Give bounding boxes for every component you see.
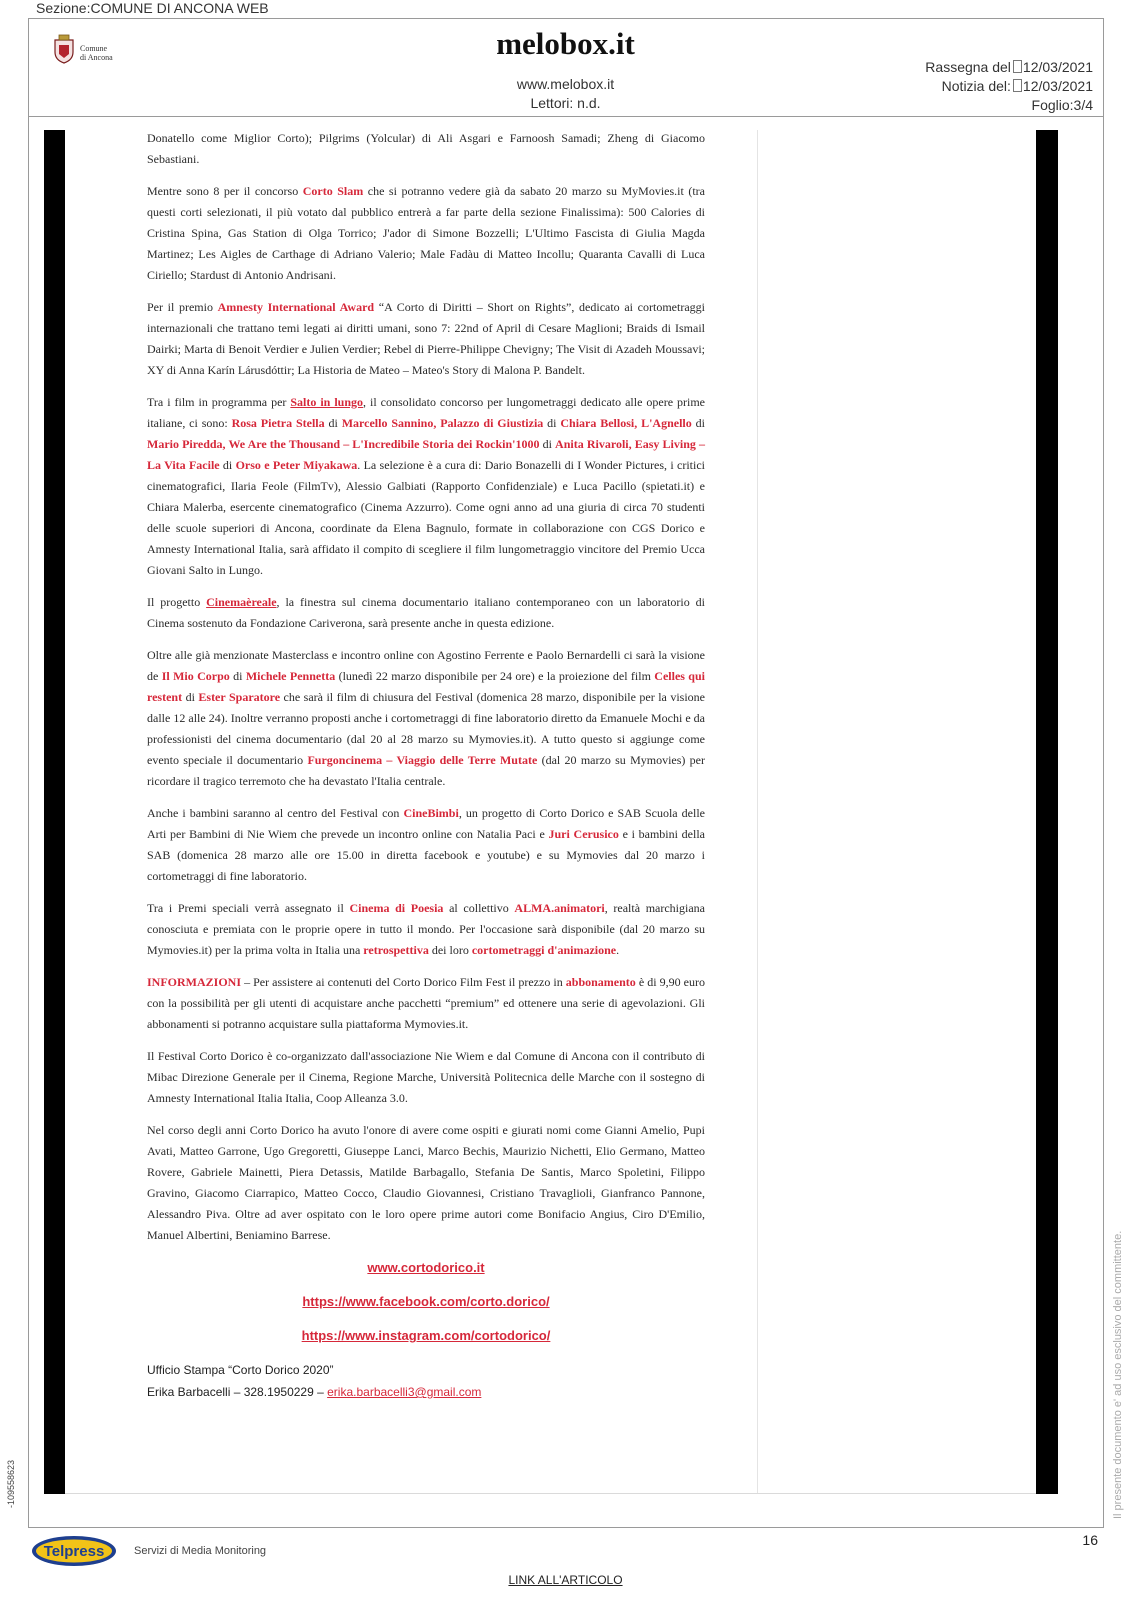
paragraph-10: Il Festival Corto Dorico è co-organizzato dall'associazione Nie Wiem e dal Comune di Ancona con il contributo di Mibac Direzione Generale per il Cinema, Regione Marche, Università Politecnica delle Marche con il sostegno di Amnesty International Italia Italia, Coop Alleanza 3.0. [147, 1049, 705, 1105]
comune-line-2: di Ancona [80, 53, 113, 62]
readers-count: Lettori: n.d. [530, 95, 601, 111]
link-instagram[interactable]: https://www.instagram.com/cortodorico/ [301, 1328, 551, 1343]
text-run: – Per assistere ai contenuti del Corto Dorico Film Fest il prezzo in [241, 975, 566, 989]
highlight-retrospettiva: retrospettiva [363, 943, 429, 957]
text-run: Anche i bambini saranno al centro del Festival con [147, 806, 404, 820]
highlight-film: Il Mio Corpo [161, 669, 230, 683]
text-run: che sarà il film di chiusura del Festival (domenica 28 marzo, disponibile per la visione dalle 12 alle 24). Inoltre verranno proposti anche i cortometraggi di fine laboratorio diretto da Emanuele Mochi e da professionisti del cinema documentario (dal 20 al 28 marzo su Mymovies.it). A tutto questo si aggiunge come evento speciale il documentario [147, 690, 705, 767]
text-run: , realtà marchigiana conosciuta e premiata con le proprie opere in tutto il mondo. Per l'occasione sarà disponibile (dal 20 marzo su Mymovies.it) per la prima volta in Italia una [147, 901, 705, 957]
document-id: -109558623 [6, 1459, 16, 1508]
highlight-corto-slam: Corto Slam [302, 184, 364, 198]
highlight-film: Rosa Pietra Stella [231, 416, 325, 430]
link-facebook[interactable]: https://www.facebook.com/corto.dorico/ [302, 1294, 550, 1309]
highlight-amnesty-award: Amnesty International Award [217, 300, 375, 314]
highlight-film: Mario Piredda, We Are the Thousand – L'Incredibile Storia dei Rockin'1000 [147, 437, 540, 451]
highlight-film: Marcello Sannino, Palazzo di Giustizia [341, 416, 544, 430]
highlight-salto-in-lungo: Salto in lungo [290, 395, 364, 409]
link-website[interactable]: www.cortodorico.it [367, 1260, 485, 1275]
paragraph-1: Donatello come Miglior Corto); Pilgrims (Yolcular) di Ali Asgari e Farnoosh Samadi; Zheng di Giacomo Sebastiani. [147, 131, 705, 166]
text-run: “A Corto di Diritti – Short on Rights”, dedicato ai cortometraggi internazionali che trattano temi legati ai diritti umani, sono 7: 22nd of April di Cesare Maglioni; Braids di Ismail Dairki; Marta di Benoit Verdier e Julien Verdier; Rebel di Pierre-Philippe Chevigny; The Visit di Azadeh Moussavi; XY di Anna Karín Lárusdóttir; La Historia de Mateo – Mateo's Story di Malona P. Bandelt. [147, 300, 705, 377]
highlight-film: Orso e Peter Miyakawa [235, 458, 358, 472]
text-run: Mentre sono 8 per il concorso [147, 184, 303, 198]
text-run: di [539, 437, 556, 451]
paragraph-3 [147, 297, 705, 381]
highlight-cinebimbi: CineBimbi [403, 806, 459, 820]
text-run: di [691, 416, 705, 430]
rassegna-label: Rassegna del [925, 59, 1011, 75]
highlight-informazioni: INFORMAZIONI [147, 975, 242, 989]
text-run: . La selezione è a cura di: Dario Bonazelli di I Wonder Pictures, i critici cinematografici, Ilaria Feole (FilmTv), Alessio Galbiati (Rapporto Confidenziale) e Luca Pacillo (spietati.it) e Chiara Malerba, esercente cinematografico (Cinema Azzurro). Come ogni anno ad una giuria di circa 70 studenti delle scuole superiori di Ancona, coordinate da Elena Bagnulo, formate in collaborazione con CGS Dorico e Amnesty International Italia, sarà affidato il compito di scegliere il film lungometraggio vincitore del Premio Ucca Giovani Salto in Lungo. [147, 458, 705, 577]
paragraph-8 [147, 898, 705, 961]
placeholder-box-icon [1013, 79, 1022, 92]
notizia-date: 12/03/2021 [1022, 78, 1093, 94]
text-run: Il progetto [147, 595, 207, 609]
notizia-label: Notizia del: [941, 78, 1011, 94]
text-run: e i bambini della SAB (domenica 28 marzo alle ore 15.00 in diretta facebook e youtube) e su Mymovies dal 20 marzo i cortometraggi di fine laboratorio. [147, 827, 706, 883]
text-run: Per il premio [147, 300, 218, 314]
email-link[interactable]: erika.barbacelli3@gmail.com [327, 1385, 482, 1399]
text-run: di [182, 690, 199, 704]
signature-name-phone: Erika Barbacelli – 328.1950229 – [147, 1385, 328, 1399]
header-separator [28, 116, 1104, 117]
foglio-line: Foglio:3/4 [1031, 97, 1093, 113]
scan-bottom-edge [65, 1493, 1036, 1494]
highlight-name: Juri Cerusico [548, 827, 619, 841]
signature-office: Ufficio Stampa “Corto Dorico 2020” [147, 1363, 334, 1377]
text-run: al collettivo [443, 901, 515, 915]
header-meta [925, 58, 1093, 115]
page-number: 16 [1082, 1532, 1098, 1548]
text-run: (lunedì 22 marzo disponibile per 24 ore) e la proiezione del film [335, 669, 655, 683]
telpress-logo-text: Telpress [43, 1543, 105, 1560]
text-run: , la finestra sul cinema documentario italiano contemporaneo con un laboratorio di Cinema sostenuto da Fondazione Cariverona, sarà presente anche in questa edizione. [147, 595, 705, 630]
scan-border-left [44, 130, 65, 1494]
paragraph-9 [147, 972, 705, 1035]
highlight-abbonamento: abbonamento [565, 975, 636, 989]
paragraph-11: Nel corso degli anni Corto Dorico ha avuto l'onore di avere come ospiti e giurati nomi come Gianni Amelio, Pupi Avati, Matteo Garrone, Ugo Gregoretti, Giuseppe Lanci, Marco Bechis, Maurizio Nichetti, Elio Germano, Matteo Rovere, Gabriele Mainetti, Piera Detassis, Matilde Barbagallo, Stefania De Santis, Marco Spoletini, Filippo Gravino, Giacomo Ciarrapico, Matteo Cocco, Claudio Giovannesi, Cristiano Travaglioli, Gianfranco Pannone, Alessandro Piva. Oltre ad aver ospitato con le loro opere prime autori come Bonifacio Angius, Ciro D'Emilio, Manuel Albertini, Beniamino Barrese. [147, 1123, 705, 1242]
section-label: Sezione:COMUNE DI ANCONA WEB [36, 0, 269, 16]
highlight-director: Michele Pennetta [245, 669, 336, 683]
text-run: di [229, 669, 246, 683]
signature-contact [147, 1381, 705, 1403]
text-run: , un progetto di Corto Dorico e SAB Scuola delle Arti per Bambini di Nie Wiem che prevede un incontro online con Natalia Paci e [147, 806, 705, 841]
text-run: dei loro [428, 943, 472, 957]
text-run: (dal 20 marzo su Mymovies) per ricordare il tragico terremoto che ha devastato l'Italia centrale. [147, 753, 706, 788]
text-run: di [324, 416, 342, 430]
signature-block [147, 1359, 705, 1403]
comune-line-1: Comune [80, 44, 108, 53]
column-divider [757, 130, 758, 1494]
paragraph-7 [147, 803, 705, 887]
rassegna-line [925, 58, 1093, 77]
site-url: www.melobox.it [516, 76, 615, 92]
telpress-logo-icon [30, 1534, 118, 1568]
rassegna-date: 12/03/2021 [1022, 59, 1093, 75]
text-run: . [616, 943, 620, 957]
highlight-cinemaereale: Cinemaèreale [206, 595, 277, 609]
text-run: Oltre alle già menzionate Masterclass e incontro online con Agostino Ferrente e Paolo Bernardelli ci sarà la visione de [147, 648, 705, 683]
text-run: , il consolidato concorso per lungometraggi dedicato alle opere prime italiane, ci sono: [147, 395, 705, 430]
article-body [147, 128, 705, 1403]
scan-border-right [1036, 130, 1058, 1494]
paragraph-6 [147, 645, 705, 792]
text-run: è di 9,90 euro con la possibilità per gli utenti di acquistare anche pacchetti “premium” ed ottenere una serie di agevolazioni. Gli abbonamenti si potranno acquistare sulla piattaforma Mymovies.it. [147, 975, 705, 1031]
highlight-film: Anita Rivaroli, Easy Living – La Vita Facile [147, 437, 705, 472]
usage-disclaimer: Il presente documento e' ad uso esclusivo del committente. [1112, 1230, 1124, 1519]
placeholder-box-icon [1013, 60, 1022, 73]
masthead-title: melobox.it [496, 26, 635, 61]
text-run: che si potranno vedere già da sabato 20 marzo su MyMovies.it (tra questi corti selezionati, il più votato dal pubblico entrerà a far parte della sezione Finalissima): 500 Calories di Cristina Spina, Gas Station di Olga Torrico; J'ador di Simone Bozzelli; L'Ultimo Fascista di Giulia Magda Martinez; Les Aigles de Carthage di Adriano Valerio; Male Fadàu di Matteo Incollu; Quaranta Cavalli di Luca Ciriello; Stardust di Antonio Andrisani. [147, 184, 705, 282]
article-link[interactable]: LINK ALL'ARTICOLO [508, 1573, 623, 1587]
highlight-film: Chiara Bellosi, L'Agnello [560, 416, 692, 430]
paragraph-4 [147, 392, 705, 581]
paragraph-5 [147, 592, 705, 634]
text-run: Tra i Premi speciali verrà assegnato il [147, 901, 350, 915]
links-block [147, 1257, 705, 1346]
highlight-director: Ester Sparatore [198, 690, 281, 704]
telpress-tagline: Servizi di Media Monitoring [134, 1545, 267, 1557]
notizia-line [925, 77, 1093, 96]
text-run: Tra i film in programma per [147, 395, 291, 409]
highlight-cinema-di-poesia: Cinema di Poesia [349, 901, 444, 915]
highlight-alma-animatori: ALMA.animatori [514, 901, 605, 915]
highlight-cortometraggi: cortometraggi d'animazione [471, 943, 617, 957]
highlight-film: Furgoncinema – Viaggio delle Terre Mutate [307, 753, 538, 767]
paragraph-2 [147, 181, 705, 286]
text-run: di [543, 416, 561, 430]
highlight-film: Celles qui restent [147, 669, 705, 704]
text-run: di [219, 458, 236, 472]
